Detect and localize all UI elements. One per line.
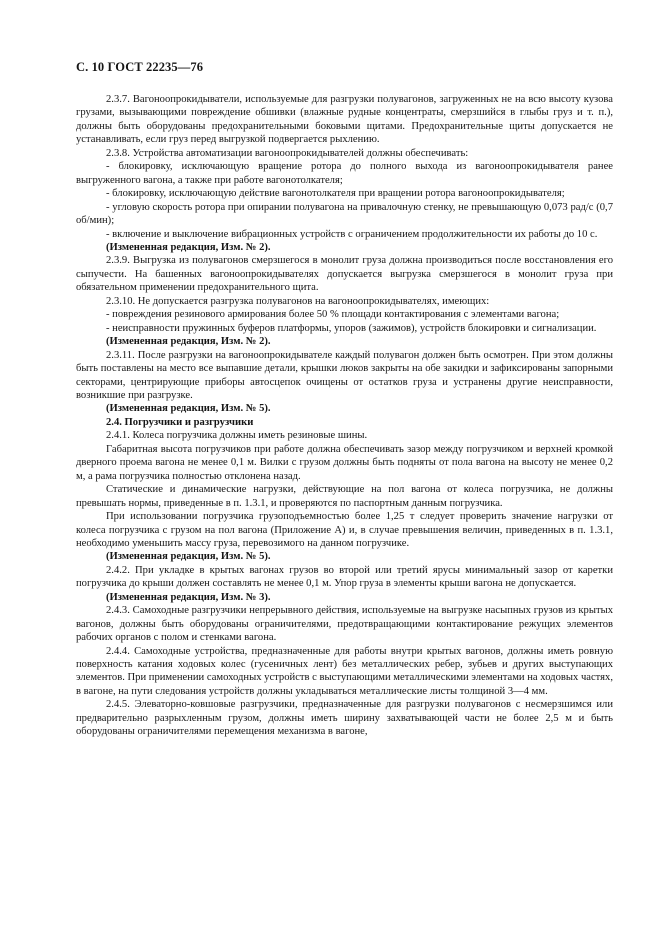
paragraph-2-3-10: 2.3.10. Не допускается разгрузка полувагонов на вагоноопрокидывателях, имеющих: xyxy=(106,295,490,307)
paragraph-2-3-8: 2.3.8. Устройства автоматизации вагоноопрокидывателей должны обеспечивать: xyxy=(106,147,469,159)
paragraph-2-4-2: 2.4.2. При укладке в крытых вагонах грузов во второй или третий ярусы минимальный зазор от каретки погрузчика до крыши должен составлять не менее 0,1 м. Упор груза в элементы крыши вагона не допускается. xyxy=(76,564,613,590)
paragraph-2-4-4: 2.4.4. Самоходные устройства, предназначенные для работы внутри крытых вагонов, должны иметь ровную поверхность катания ходовых колес (гусеничных лент) без металлических ребер, зубьев и других выступающих элементов. При применении самоходных устройств с выступающими металлическими элементами на ходовых частях, в вагоне, на пути следования устройств должны укладываться металлические листы толщиной 3—4 мм. xyxy=(76,645,613,697)
paragraph-2-4-1: 2.4.1. Колеса погрузчика должны иметь резиновые шины. xyxy=(106,430,368,442)
document-body xyxy=(76,93,613,739)
list-item: - повреждения резинового армирования более 50 % площади контактирования с элементами вагона; xyxy=(106,309,560,321)
list-item: - неисправности пружинных буферов платформы, упоров (зажимов), устройств блокировки и сигнализации. xyxy=(106,322,597,334)
paragraph: При использовании погрузчика грузоподъемностью более 1,25 т следует проверить значение нагрузки от колеса погрузчика с грузом на пол вагона (Приложение А) и, в случае превышения величин, приведенных в п. 1.3.1, необходимо уменьшить массу груза, перевозимого на данном погрузчике. xyxy=(76,511,613,549)
paragraph-2-3-7: 2.3.7. Вагоноопрокидыватели, используемые для разгрузки полувагонов, загруженных не на всю высоту кузова грузами, вызывающими повреждение обшивки (влажные рудные концентраты, смерзшийся в глыбы груз и т. п.), должны быть оборудованы предохранительными боковыми щитами. Предохранительные щиты допускается не устанавливать, если груз перед выгрузкой подвергается рыхлению. xyxy=(76,94,613,146)
page-header: С. 10 ГОСТ 22235—76 xyxy=(76,60,204,74)
list-item: - угловую скорость ротора при опирании полувагона на привалочную стенку, не превышающую 0,073 рад/с (0,7 об/мин); xyxy=(76,201,613,227)
amendment-note: (Измененная редакция, Изм. № 5). xyxy=(106,403,271,415)
list-item: - блокировку, исключающую действие вагонотолкателя при вращении ротора вагоноопрокидывателя; xyxy=(106,188,565,200)
amendment-note: (Измененная редакция, Изм. № 5). xyxy=(106,551,271,563)
amendment-note: (Измененная редакция, Изм. № 2). xyxy=(106,336,271,348)
paragraph-2-3-9: 2.3.9. Выгрузка из полувагонов смерзшегося в монолит груза должна производиться после восстановления его сыпучести. На башенных вагоноопрокидывателях допускается выгрузка смерзшегося в монолит груза при обязательном применении предохранительного щита. xyxy=(76,255,613,294)
amendment-note: (Измененная редакция, Изм. № 2). xyxy=(106,241,271,253)
list-item: - включение и выключение вибрационных устройств с ограничением продолжительности их работы до 10 с. xyxy=(106,228,598,240)
paragraph-2-4-3: 2.4.3. Самоходные разгрузчики непрерывного действия, используемые на выгрузке насыпных грузов из крытых вагонов, должны быть оборудованы ограничителями, предотвращающими контактирование режущих элементов рабочих органов с полом и стенками вагона. xyxy=(76,605,613,644)
section-heading-2-4: 2.4. Погрузчики и разгрузчики xyxy=(106,416,254,428)
paragraph: Габаритная высота погрузчиков при работе должна обеспечивать зазор между погрузчиком и верхней кромкой дверного проема вагона не менее 0,1 м. Вилки с грузом должны быть подняты от пола вагона на высоту не менее 0,2 м, а рама погрузчика полностью отклонена назад. xyxy=(76,443,613,482)
paragraph-2-4-5: 2.4.5. Элеваторно-ковшовые разгрузчики, предназначенные для разгрузки полувагонов с несмерзшимся или предварительно разрыхленным грузом, должны иметь ширину захватывающей части не более 2,5 м и быть оборудованы ограничителями перемещения механизма в вагоне, xyxy=(76,699,613,738)
list-item: - блокировку, исключающую вращение ротора до полного выхода из вагоноопрокидывателя ранее выгруженного вагона, а также при работе вагонотолкателя; xyxy=(76,161,613,186)
paragraph: Статические и динамические нагрузки, действующие на пол вагона от колеса погрузчика, не должны превышать нормы, приведенные в п. 1.3.1, и проверяются по паспортным данным погрузчика. xyxy=(76,484,613,509)
amendment-note: (Измененная редакция, Изм. № 3). xyxy=(106,591,271,603)
paragraph-2-3-11: 2.3.11. После разгрузки на вагоноопрокидывателе каждый полувагон должен быть осмотрен. При этом должны быть поставлены на место все выпавшие детали, крышки люков закрыты на обе закидки и зафиксированы запорными секторами, центрирующие приборы автосцепок очищены от остатков груза и устранены другие неисправности, возникшие при разгрузке. xyxy=(76,349,613,401)
